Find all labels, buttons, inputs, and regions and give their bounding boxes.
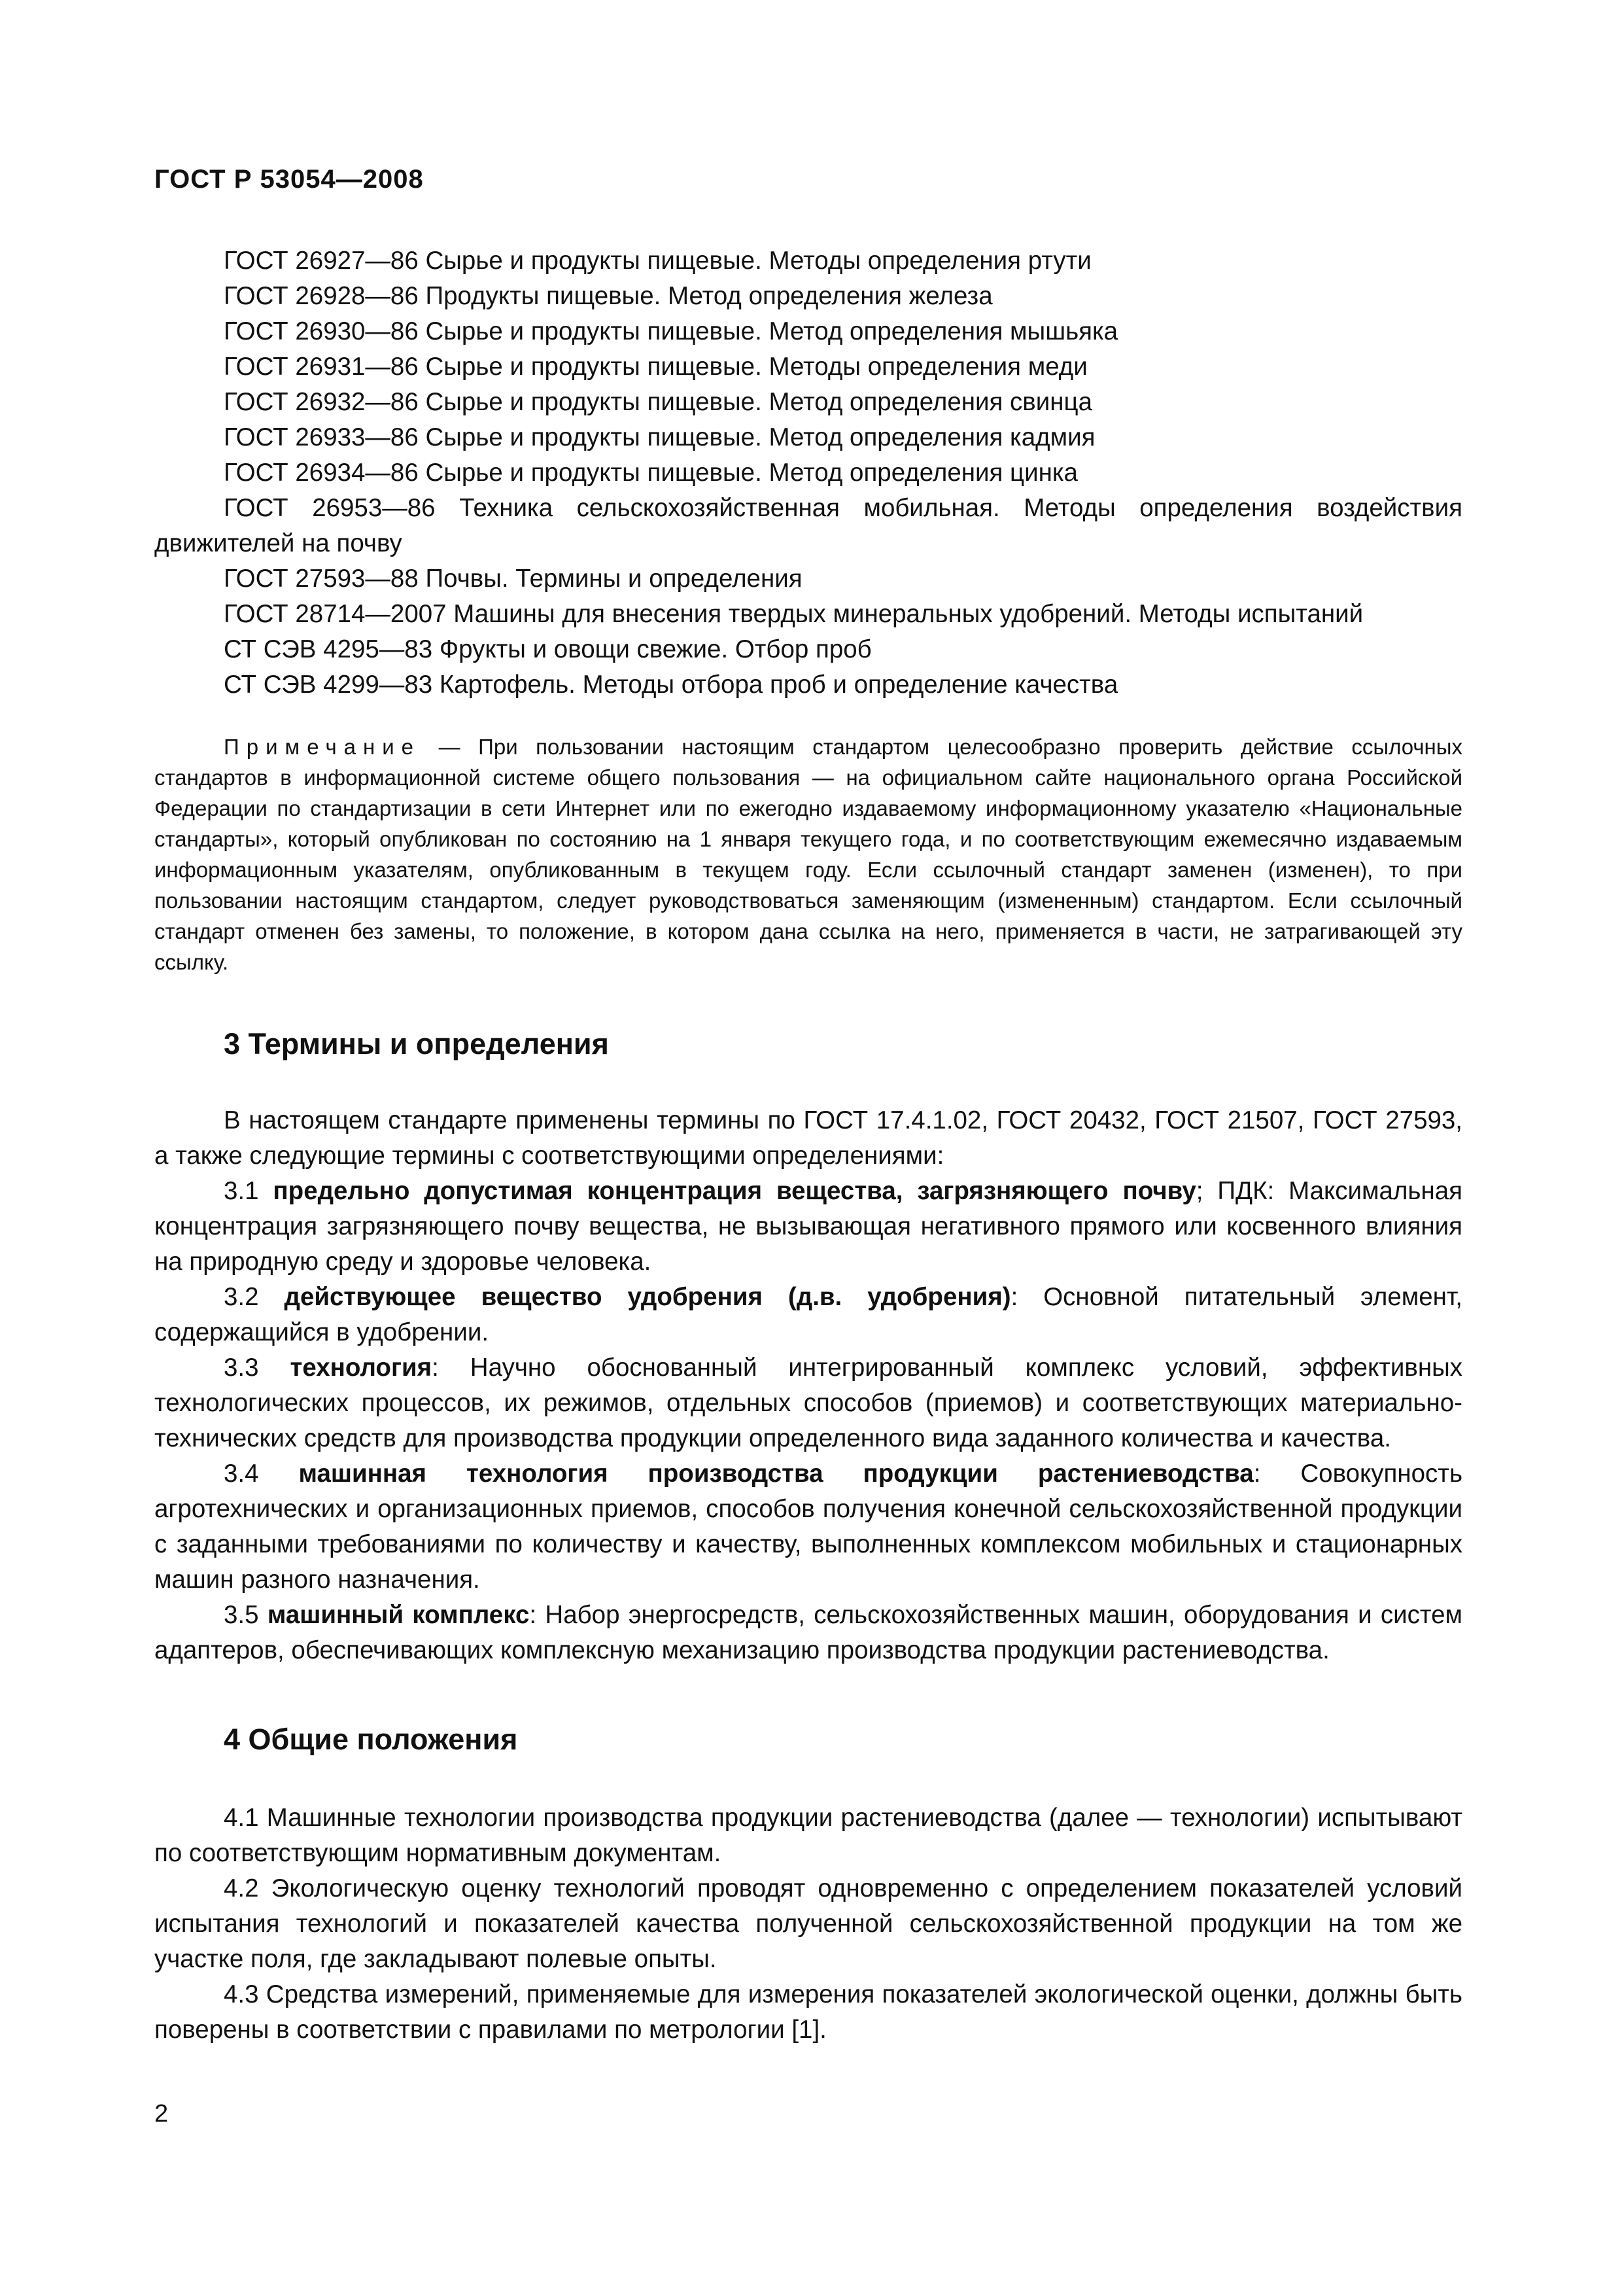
term-number: 3.1 bbox=[224, 1177, 273, 1205]
term-number: 3.2 bbox=[224, 1283, 285, 1311]
section-3-intro: В настоящем стандарте применены термины по ГОСТ 17.4.1.02, ГОСТ 20432, ГОСТ 21507, ГОСТ 27593, а также следующие термины с соответствующими определениями: bbox=[154, 1106, 1462, 1170]
term-name: действующее вещество удобрения (д.в. удобрения) bbox=[284, 1283, 1011, 1311]
reference-item: СТ СЭВ 4299—83 Картофель. Методы отбора проб и определение качества bbox=[224, 671, 1118, 699]
reference-item: ГОСТ 26934—86 Сырье и продукты пищевые. Метод определения цинка bbox=[224, 459, 1078, 487]
term-definition-text: : Научно обоснованный интегрированный комплекс условий, эффективных технологических процессов, их режимов, отдельных способов (приемов) и соответствующих материально-технических средств для производства продукции определенного вида заданного количества и качества. bbox=[154, 1354, 1463, 1452]
term-definition-text: : Набор энергосредств, сельскохозяйственных машин, оборудования и систем адаптеров, обеспечивающих комплексную механизацию производства продукции растениеводства. bbox=[154, 1601, 1463, 1664]
page-number: 2 bbox=[154, 2100, 169, 2128]
note-text: — При пользовании настоящим стандартом целесообразно проверить действие ссылочных стандартов в информационной системе общего пользования — на официальном сайте национального органа Российской Федерации по стандартизации в сети Интернет или по ежегодно издаваемому информационному указателю «Национальные стандарты», который опубликован по состоянию на 1 января текущего года, и по соответствующим ежемесячно издаваемым информационным указателям, опубликованным в текущем году. Если ссылочный стандарт заменен (изменен), то при пользовании настоящим стандартом, следует руководствоваться заменяющим (измененным) стандартом. Если ссылочный стандарт отменен без замены, то положение, в котором дана ссылка на него, применяется в части, не затрагивающей эту ссылку. bbox=[154, 735, 1462, 974]
section-4-paragraph: 4.2 Экологическую оценку технологий проводят одновременно с определением показателей условий испытания технологий и показателей качества полученной сельскохозяйственной продукции на том же участке поля, где закладывают полевые опыты. bbox=[154, 1874, 1462, 1973]
section-3-heading: 3 Термины и определения bbox=[224, 1027, 609, 1060]
term-definition-text: : Совокупность агротехнических и организационных приемов, способов получения конечной сельскохозяйственной продукции с заданными требованиями по количеству и качеству, выполненных комплексом мобильных и стационарных машин разного назначения. bbox=[154, 1460, 1463, 1594]
term-number: 3.4 bbox=[224, 1460, 299, 1488]
section-4-body bbox=[154, 1800, 1462, 2048]
note-block bbox=[154, 731, 1462, 977]
reference-item: ГОСТ 27593—88 Почвы. Термины и определения bbox=[224, 565, 803, 593]
term-definition bbox=[154, 1598, 1462, 1668]
document-code: ГОСТ Р 53054—2008 bbox=[154, 165, 424, 194]
reference-item: ГОСТ 26927—86 Сырье и продукты пищевые. Методы определения ртути bbox=[224, 247, 1092, 275]
section-4-paragraph: 4.3 Средства измерений, применяемые для измерения показателей экологической оценки, должны быть поверены в соответствии с правилами по метрологии [1]. bbox=[154, 1980, 1462, 2044]
section-4-heading: 4 Общие положения bbox=[224, 1723, 518, 1756]
reference-item: ГОСТ 26930—86 Сырье и продукты пищевые. Метод определения мышьяка bbox=[224, 317, 1118, 345]
reference-item: ГОСТ 26953—86 Техника сельскохозяйственная мобильная. Методы определения воздействия движителей на почву bbox=[154, 494, 1462, 557]
term-definition bbox=[154, 1350, 1462, 1456]
term-definition-text: ; ПДК: Максимальная концентрация загрязняющего почву вещества, не вызывающая негативного прямого или косвенного влияния на природную среду и здоровье человека. bbox=[154, 1177, 1462, 1276]
term-name: предельно допустимая концентрация вещества, загрязняющего почву bbox=[273, 1177, 1196, 1205]
term-definition bbox=[154, 1456, 1462, 1598]
term-number: 3.3 bbox=[224, 1354, 290, 1382]
reference-item: ГОСТ 26931—86 Сырье и продукты пищевые. Методы определения меди bbox=[224, 353, 1088, 381]
note-label: Примечание bbox=[224, 735, 421, 759]
section-4-paragraph: 4.1 Машинные технологии производства продукции растениеводства (далее — технологии) испытывают по соответствующим нормативным документам. bbox=[154, 1804, 1462, 1867]
term-definition bbox=[154, 1174, 1462, 1280]
term-name: технология bbox=[290, 1354, 432, 1382]
normative-references-list bbox=[154, 243, 1462, 703]
term-definition-text: : Основной питательный элемент, содержащийся в удобрении. bbox=[154, 1283, 1462, 1346]
term-number: 3.5 bbox=[224, 1601, 268, 1629]
note-paragraph bbox=[154, 731, 1462, 977]
reference-item: ГОСТ 26933—86 Сырье и продукты пищевые. Метод определения кадмия bbox=[224, 423, 1096, 451]
section-3-body bbox=[154, 1103, 1462, 1668]
term-definition bbox=[154, 1280, 1462, 1350]
term-name: машинный комплекс bbox=[267, 1601, 530, 1629]
reference-item: ГОСТ 26928—86 Продукты пищевые. Метод определения железа bbox=[224, 282, 993, 310]
reference-item: СТ СЭВ 4295—83 Фрукты и овощи свежие. Отбор проб bbox=[224, 635, 872, 663]
reference-item: ГОСТ 26932—86 Сырье и продукты пищевые. Метод определения свинца bbox=[224, 388, 1092, 416]
term-name: машинная технология производства продукции растениеводства bbox=[298, 1460, 1254, 1488]
reference-item: ГОСТ 28714—2007 Машины для внесения твердых минеральных удобрений. Методы испытаний bbox=[224, 600, 1364, 628]
